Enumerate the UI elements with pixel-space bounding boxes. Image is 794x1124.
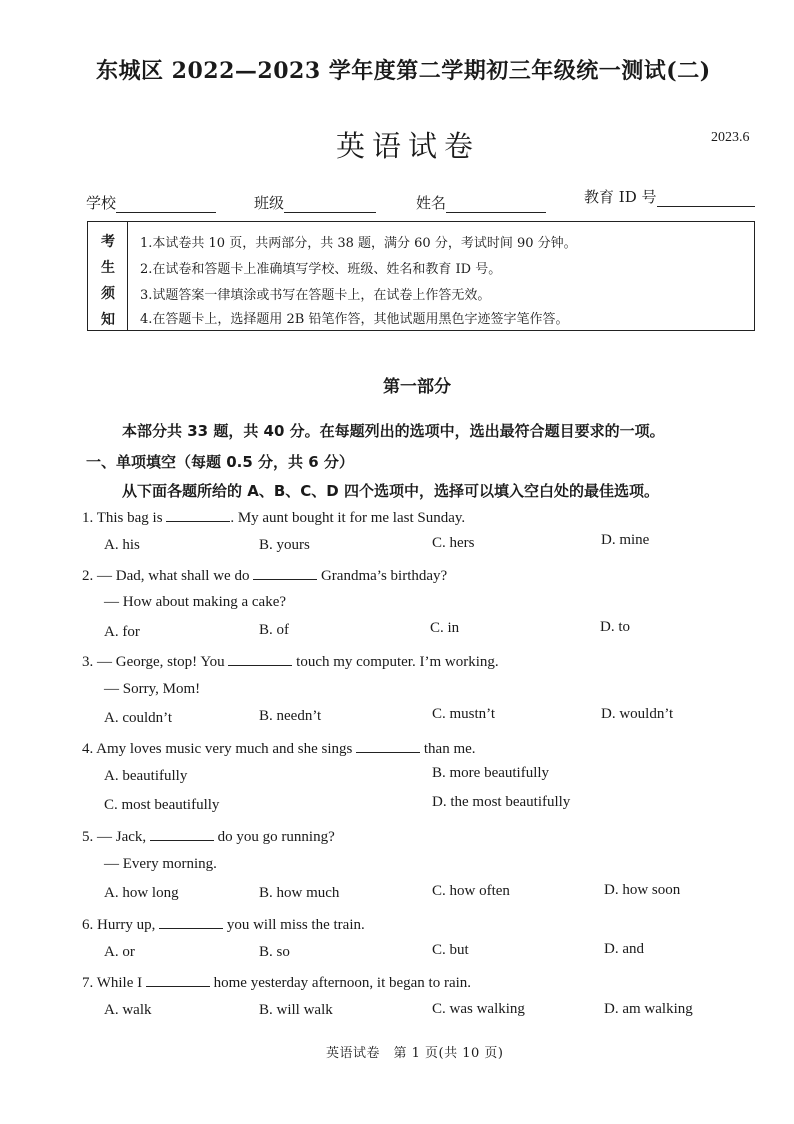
class-blank bbox=[284, 196, 376, 213]
option-a: A. or bbox=[104, 944, 135, 960]
notice-label-column bbox=[88, 222, 128, 330]
option-b: B. so bbox=[259, 944, 290, 960]
option-a: A. couldn’t bbox=[104, 710, 173, 726]
subject-title: 英语试卷 bbox=[336, 129, 481, 163]
class-label: 班级 bbox=[254, 194, 285, 212]
answer-blank bbox=[159, 914, 223, 929]
option-d: D. wouldn’t bbox=[601, 706, 674, 722]
section-intro: 本部分共 33 题，共 40 分。在每题列出的选项中，选出最符合题目要求的一项。 bbox=[122, 422, 665, 440]
question-4: 4. Amy loves music very much and she sings than me. bbox=[82, 738, 476, 758]
question-2-reply: — How about making a cake? bbox=[104, 594, 287, 610]
school-label: 学校 bbox=[86, 194, 117, 212]
answer-blank bbox=[166, 507, 230, 522]
option-d: D. am walking bbox=[604, 1001, 693, 1017]
notice-item: 3.试题答案一律填涂或书写在答题卡上，在试卷上作答无效。 bbox=[140, 288, 491, 303]
notice-item: 4.在答题卡上，选择题用 2B 铅笔作答，其他试题用黑色字迹签字笔作答。 bbox=[140, 312, 569, 327]
question-5-reply: — Every morning. bbox=[104, 856, 217, 872]
option-a: A. beautifully bbox=[104, 768, 188, 784]
notice-label-char: 生 bbox=[101, 260, 115, 276]
option-c: C. mustn’t bbox=[432, 706, 496, 722]
notice-box bbox=[87, 221, 755, 331]
question-1: 1. This bag is . My aunt bought it for me last Sunday. bbox=[82, 507, 465, 527]
option-a: A. walk bbox=[104, 1002, 152, 1018]
option-d: D. the most beautifully bbox=[432, 794, 571, 810]
answer-blank bbox=[253, 565, 317, 580]
notice-label-char: 须 bbox=[101, 286, 115, 302]
question-3: 3. — George, stop! You touch my computer. I’m working. bbox=[82, 651, 499, 671]
name-blank bbox=[446, 196, 546, 213]
option-c: C. most beautifully bbox=[104, 797, 220, 813]
id-label: 教育 ID 号 bbox=[584, 188, 657, 206]
option-b: B. yours bbox=[259, 537, 310, 553]
school-field bbox=[86, 192, 216, 213]
question-3-reply: — Sorry, Mom! bbox=[104, 681, 201, 697]
option-a: A. for bbox=[104, 624, 140, 640]
option-d: D. mine bbox=[601, 532, 650, 548]
option-c: C. but bbox=[432, 942, 469, 958]
option-a: A. how long bbox=[104, 885, 179, 901]
answer-blank bbox=[150, 826, 214, 841]
school-blank bbox=[116, 196, 216, 213]
section-title: 第一部分 bbox=[383, 377, 451, 397]
option-c: C. was walking bbox=[432, 1001, 525, 1017]
answer-blank bbox=[228, 651, 292, 666]
option-b: B. of bbox=[259, 622, 289, 638]
notice-label-char: 知 bbox=[101, 312, 115, 328]
answer-blank bbox=[356, 738, 420, 753]
option-d: D. how soon bbox=[604, 882, 681, 898]
exam-date: 2023.6 bbox=[711, 130, 750, 145]
option-b: B. needn’t bbox=[259, 708, 322, 724]
page-footer: 英语试卷 第 1 页(共 10 页) bbox=[326, 1046, 504, 1061]
option-a: A. his bbox=[104, 537, 140, 553]
question-7: 7. While I home yesterday afternoon, it began to rain. bbox=[82, 972, 471, 992]
option-b: B. how much bbox=[259, 885, 340, 901]
exam-title: 东城区 2022—2023 学年度第二学期初三年级统一测试(二) bbox=[96, 58, 711, 84]
part-title: 一、单项填空（每题 0.5 分，共 6 分） bbox=[86, 453, 354, 471]
id-field bbox=[584, 186, 755, 207]
class-field bbox=[254, 192, 376, 213]
notice-label-char: 考 bbox=[101, 234, 115, 250]
option-b: B. will walk bbox=[259, 1002, 333, 1018]
option-c: C. how often bbox=[432, 883, 510, 899]
question-5: 5. — Jack, do you go running? bbox=[82, 826, 335, 846]
id-blank bbox=[657, 190, 755, 207]
option-b: B. more beautifully bbox=[432, 765, 550, 781]
name-label: 姓名 bbox=[416, 194, 447, 212]
notice-item: 1.本试卷共 10 页，共两部分，共 38 题，满分 60 分，考试时间 90 分钟。 bbox=[140, 236, 577, 251]
option-c: C. hers bbox=[432, 535, 475, 551]
option-c: C. in bbox=[430, 620, 460, 636]
question-2: 2. — Dad, what shall we do Grandma’s birthday? bbox=[82, 565, 447, 585]
option-d: D. to bbox=[600, 619, 630, 635]
option-d: D. and bbox=[604, 941, 644, 957]
part-instruction: 从下面各题所给的 A、B、C、D 四个选项中，选择可以填入空白处的最佳选项。 bbox=[122, 482, 659, 500]
name-field bbox=[416, 192, 546, 213]
answer-blank bbox=[146, 972, 210, 987]
notice-item: 2.在试卷和答题卡上准确填写学校、班级、姓名和教育 ID 号。 bbox=[140, 262, 502, 277]
question-6: 6. Hurry up, you will miss the train. bbox=[82, 914, 365, 934]
